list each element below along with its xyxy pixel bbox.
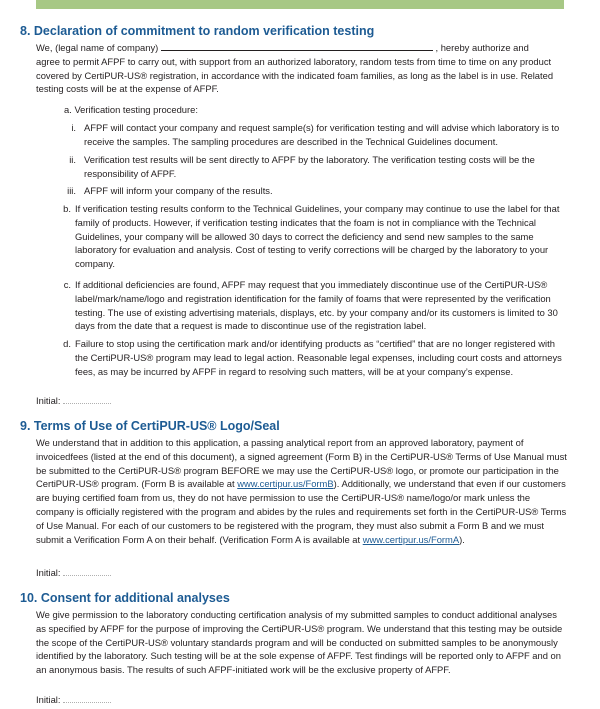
initial-field-8[interactable] <box>63 394 111 404</box>
intro-text-a: We, (legal name of company) <box>36 42 161 53</box>
item-b-marker: b. <box>63 203 71 214</box>
item-d-text: Failure to stop using the certification mark and/or identifying products as “certified” that are no longer registered with the CertiPUR-US® program may lead to legal action. Reasonable legal expenses, including court costs and attorneys fees, as may be incurred by AFPF in regard to resolving such matters, will be at your company’s expense. <box>75 338 562 377</box>
item-c-text: If additional deficiencies are found, AFPF may request that you immediately discontinue use of the CertiPUR-US® label/mark/name/logo and registration identification for the family of foams that were represented by the verification testing. The use of existing advertising materials, displays, etc. by your company and/or its customers is limited to 30 days from the date that a request is made to discontinue use of the registration label. <box>75 279 558 332</box>
item-a <box>64 103 564 117</box>
item-a-iii-text: AFPF will inform your company of the results. <box>84 185 273 196</box>
item-a-i-text: AFPF will contact your company and request sample(s) for verification testing and will advise which laboratory is to receive the samples. The sampling procedures are described in the Technical Guidelines document. <box>84 122 560 147</box>
initial-label: Initial: <box>36 395 61 406</box>
initial-field-9[interactable] <box>63 566 111 576</box>
initial-field-10[interactable] <box>63 693 111 703</box>
section-9-text: We understand that in addition to this application, a passing analytical report from an approved laboratory, payment of invoicedfees (listed at the end of this document), a signed agreement (Form B) in the CertiPUR-US® Terms of Use Manual must be submitted to the CertiPUR-US® program BEFORE we may use the CertiPUR-US® logo, or promote our participation in the CertiPUR-US® program. (Form B is available at www.certipur.us/FormB). Additionally, we understand that even if our customers are buying certified foam from us, they do not have permission to use the CertiPUR-US® name/logo/or mark unless the company is officially registered with the program and abides by the rules and requirements set forth in the CertiPUR-US® Terms of Use Manual. For each of our customers to be registered with the program, they must also submit a Form B and we must submit a Verification Form A on their behalf. (Verification Form A is available at www.certipur.us/FormA). <box>36 437 567 545</box>
item-a-i-marker: i. <box>71 122 76 133</box>
item-a-iii <box>56 184 564 198</box>
section-10-initial <box>36 693 111 707</box>
section-9-heading: 9. Terms of Use of CertiPUR-US® Logo/Seal <box>20 419 280 433</box>
item-a-ii-text: Verification test results will be sent directly to AFPF by the laboratory. The verification testing costs will be the responsibility of AFPF. <box>84 154 535 179</box>
item-a-ii <box>56 153 564 181</box>
form-a-link[interactable]: www.certipur.us/FormA <box>362 533 460 545</box>
section-8-intro <box>36 41 570 96</box>
intro-text-b: , hereby authorize and <box>432 42 529 53</box>
item-b-text: If verification testing results conform to the Technical Guidelines, your company may continue to use the label for that family of products. However, if verification testing indicates that the foam is not in compliance with the Technical Guidelines, your company will be allowed 30 days to correct the deficiency and send new samples to the same laboratory for evaluation and analysis. Cost of testing to verify corrections will be charged by the laboratory to your company. <box>75 203 560 270</box>
top-accent-bar <box>36 0 564 9</box>
section-9-body <box>36 436 568 546</box>
item-a-i <box>56 121 564 149</box>
item-a-ii-marker: ii. <box>69 154 76 165</box>
item-b <box>56 202 566 271</box>
intro-text-rest: agree to permit AFPF to carry out, with support from an authorized laboratory, random tests from time to time on any product covered by CertiPUR-US® registration, in accordance with the indicated foam families, as long as the label is in use. Related testing costs will be at the expense of AFPF. <box>36 55 554 95</box>
item-c-marker: c. <box>63 279 71 290</box>
item-a-text: Verification testing procedure: <box>74 104 198 115</box>
section-10-heading: 10. Consent for additional analyses <box>20 591 230 605</box>
item-c <box>56 278 566 333</box>
initial-label: Initial: <box>36 694 61 705</box>
item-a-iii-marker: iii. <box>67 185 76 196</box>
section-10-body <box>36 608 568 677</box>
section-10-text: We give permission to the laboratory conducting certification analysis of my submitted samples to conduct additional analyses as specified by AFPF for the purpose of improving the CertiPUR-US® program. We understand that this testing may be outside the scope of the CertiPUR-US® voluntary standards program and will be conducted on submitted samples to be anonymously identified by the laboratory. Such testing will be at the sole expense of AFPF. Test findings will be reported only to AFPF and on an anonymous basis. The results of such AFPF-initiated work will be the exclusive property of AFPF. <box>36 609 563 676</box>
section-8-heading: 8. Declaration of commitment to random verification testing <box>20 24 375 38</box>
item-a-marker: a. <box>64 104 72 115</box>
item-d <box>56 337 566 378</box>
form-b-link[interactable]: www.certipur.us/FormB <box>237 478 334 490</box>
section-8-initial <box>36 394 111 408</box>
section-9-initial <box>36 566 111 580</box>
initial-label: Initial: <box>36 567 61 578</box>
item-d-marker: d. <box>63 338 71 349</box>
company-name-field[interactable] <box>161 41 433 51</box>
